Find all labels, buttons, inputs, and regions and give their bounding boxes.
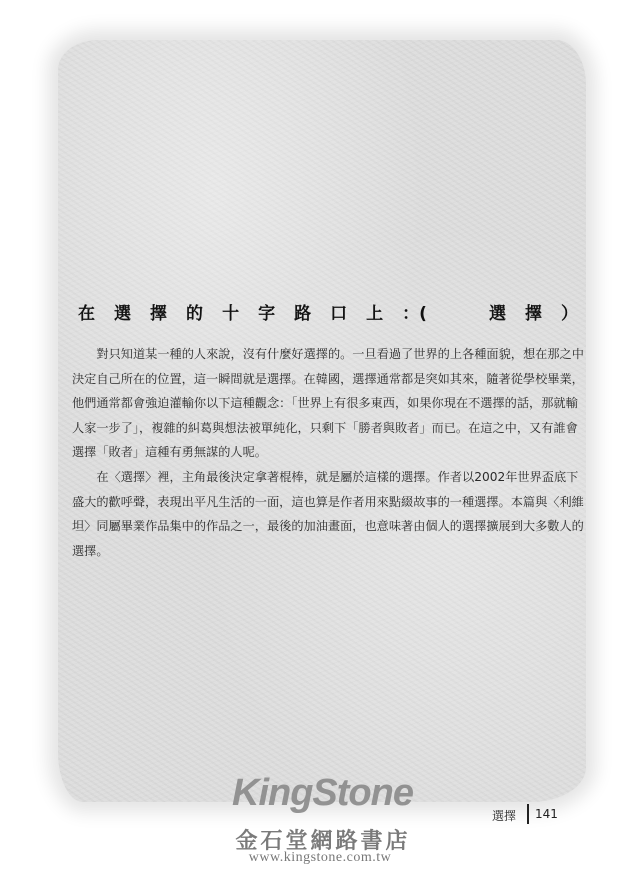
heading-char: 的 [186, 303, 204, 324]
paragraph: 在〈選擇〉裡，主角最後決定拿著棍棒，就是屬於這樣的選擇。作者以2002年世界盃底下盛大的歡呼聲，表現出平凡生活的一面，這也算是作者用來點綴故事的一種選擇。本篇與〈利維坦〉同屬畢業作品集中的作品之一，最後的加油畫面，也意味著由個人的選擇擴展到大多數人的選擇。 [72, 469, 584, 558]
running-footer-section: 選擇 [492, 809, 517, 823]
paragraph: 對只知道某一種的人來說，沒有什麼好選擇的。一旦看過了世界的上各種面貌，想在那之中決定自己所在的位置，這一瞬間就是選擇。在韓國，選擇通常都是突如其來，隨著從學校畢業，他們通常都會強迫灌輸你以下這種觀念：「世界上有很多東西，如果你現在不選擇的話，那就輸人家一步了」，複雜的糾葛與想法被單純化，只剩下「勝者與敗者」而已。在這之中，又有誰會選擇「敗者」這種有勇無謀的人呢。 [72, 347, 584, 460]
heading-char: 口 [330, 303, 348, 324]
page-number: 141 [535, 807, 558, 821]
heading-char: ：( [402, 303, 427, 324]
heading-char: 字 [258, 303, 276, 324]
heading-char: 路 [294, 303, 312, 324]
body-text [72, 342, 584, 563]
heading-char: ） [560, 303, 578, 324]
kingstone-url: www.kingstone.com.tw [248, 850, 392, 865]
heading-char: 擇 [150, 303, 168, 324]
heading-char: 選 [114, 303, 132, 324]
kingstone-name: 金石堂網路書店 [235, 828, 411, 854]
heading-char: 選 [488, 303, 506, 324]
heading-char: 擇 [524, 303, 542, 324]
kingstone-logo: KingStone [232, 772, 413, 814]
heading-char: 在 [78, 303, 95, 324]
heading-char: 上 [366, 303, 384, 324]
chapter-heading [78, 298, 578, 324]
heading-char: 十 [222, 303, 240, 324]
footer-divider [527, 804, 529, 824]
